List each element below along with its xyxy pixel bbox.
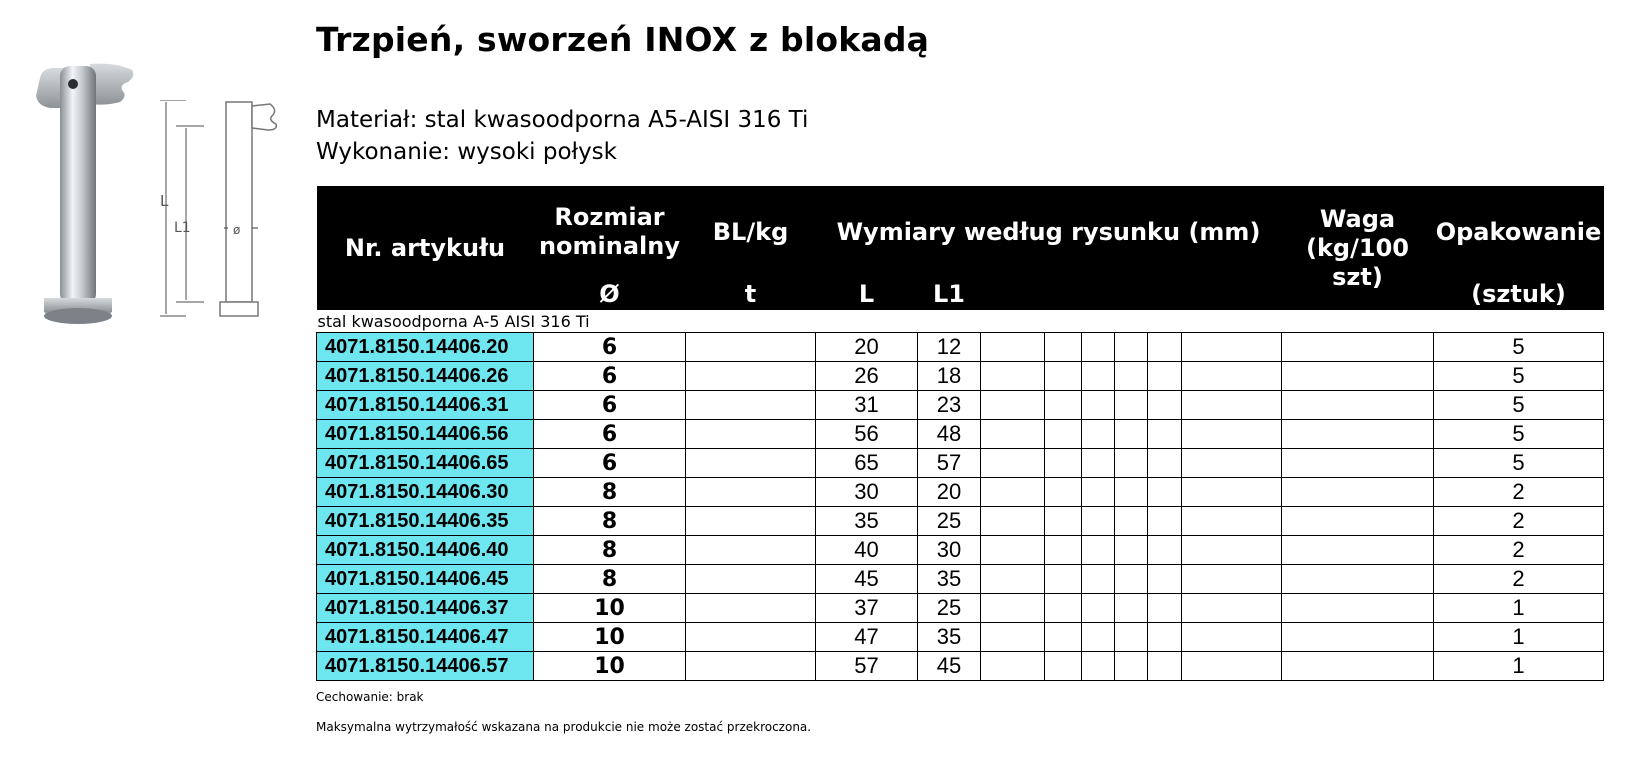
empty-cell [1045,391,1082,420]
empty-cell [1182,391,1282,420]
empty-cell [1045,594,1082,623]
empty-cell [1082,478,1115,507]
empty-cell [1082,420,1115,449]
article-cell: 4071.8150.14406.20 [317,333,534,362]
bl-cell [686,594,816,623]
weight-cell [1282,362,1434,391]
empty-cell [1182,536,1282,565]
empty-cell [1182,333,1282,362]
package-cell: 2 [1434,536,1604,565]
header-article: Nr. artykułu [317,186,534,310]
empty-cell [1115,420,1148,449]
package-cell: 1 [1434,594,1604,623]
empty-cell [1045,507,1082,536]
empty-cell [981,536,1045,565]
article-cell: 4071.8150.14406.37 [317,594,534,623]
empty-cell [1082,362,1115,391]
article-cell: 4071.8150.14406.31 [317,391,534,420]
size-cell: 6 [534,420,686,449]
page-title: Trzpień, sworzeń INOX z blokadą [316,20,930,59]
empty-cell [1082,652,1115,681]
length-l1-cell: 35 [918,623,981,652]
weight-cell [1282,536,1434,565]
size-cell: 8 [534,478,686,507]
empty-cell [1082,623,1115,652]
empty-cell [981,478,1045,507]
empty-cell [1115,391,1148,420]
empty-cell [981,623,1045,652]
header-dim-L: L [816,278,918,310]
empty-cell [1182,420,1282,449]
length-l1-cell: 12 [918,333,981,362]
length-cell: 37 [816,594,918,623]
package-cell: 2 [1434,507,1604,536]
empty-cell [1182,507,1282,536]
empty-cell [1148,420,1182,449]
empty-cell [1148,478,1182,507]
weight-cell [1282,565,1434,594]
product-photo [20,60,150,350]
article-cell: 4071.8150.14406.30 [317,478,534,507]
empty-cell [1045,536,1082,565]
length-cell: 20 [816,333,918,362]
product-meta [316,104,808,168]
table-row [317,362,1604,391]
bl-cell [686,536,816,565]
length-cell: 31 [816,391,918,420]
article-cell: 4071.8150.14406.35 [317,507,534,536]
empty-cell [981,333,1045,362]
empty-cell [1182,594,1282,623]
empty-cell [981,420,1045,449]
article-cell: 4071.8150.14406.56 [317,420,534,449]
label-L1: L1 [174,220,191,236]
weight-cell [1282,507,1434,536]
empty-cell [1148,565,1182,594]
empty-cell [1115,652,1148,681]
empty-cell [1045,565,1082,594]
header-size-symbol: Ø [534,278,686,310]
header-dimensions: Wymiary według rysunku (mm) [816,186,1282,278]
length-cell: 40 [816,536,918,565]
empty-cell [981,652,1045,681]
empty-cell [1115,362,1148,391]
article-cell: 4071.8150.14406.45 [317,565,534,594]
empty-cell [1082,565,1115,594]
bl-cell [686,565,816,594]
empty-cell [981,594,1045,623]
technical-drawing [158,100,298,340]
length-cell: 30 [816,478,918,507]
package-cell: 5 [1434,449,1604,478]
package-cell: 1 [1434,623,1604,652]
empty-cell [1148,449,1182,478]
size-cell: 10 [534,594,686,623]
bl-cell [686,507,816,536]
empty-cell [1148,652,1182,681]
package-cell: 1 [1434,652,1604,681]
empty-cell [1115,594,1148,623]
bl-cell [686,623,816,652]
header-size: Rozmiar nominalny [534,186,686,278]
size-cell: 6 [534,362,686,391]
empty-cell [1182,449,1282,478]
marking-note: Cechowanie: brak [316,690,424,704]
table-row [317,391,1604,420]
size-cell: 8 [534,536,686,565]
length-l1-cell: 25 [918,594,981,623]
empty-cell [1182,478,1282,507]
length-l1-cell: 18 [918,362,981,391]
table-row [317,652,1604,681]
empty-cell [981,449,1045,478]
length-l1-cell: 48 [918,420,981,449]
table-row [317,507,1604,536]
empty-cell [1045,420,1082,449]
empty-cell [981,391,1045,420]
length-cell: 57 [816,652,918,681]
strength-note: Maksymalna wytrzymałość wskazana na produkcie nie może zostać przekroczona. [316,720,812,734]
length-cell: 35 [816,507,918,536]
length-cell: 56 [816,420,918,449]
header-bl-symbol: t [686,278,816,310]
finish-text: Wykonanie: wysoki połysk [316,139,617,165]
length-l1-cell: 30 [918,536,981,565]
empty-cell [1045,652,1082,681]
empty-cell [1082,333,1115,362]
table-row [317,536,1604,565]
length-cell: 65 [816,449,918,478]
empty-cell [1148,594,1182,623]
bl-cell [686,652,816,681]
empty-cell [1182,565,1282,594]
header-weight: Waga (kg/100 szt) [1282,186,1434,310]
bl-cell [686,391,816,420]
table-row [317,420,1604,449]
empty-cell [1082,594,1115,623]
length-l1-cell: 25 [918,507,981,536]
length-l1-cell: 23 [918,391,981,420]
article-cell: 4071.8150.14406.65 [317,449,534,478]
header-row-top [317,186,1604,278]
article-cell: 4071.8150.14406.26 [317,362,534,391]
size-cell: 10 [534,652,686,681]
package-cell: 2 [1434,565,1604,594]
bl-cell [686,362,816,391]
empty-cell [1148,333,1182,362]
weight-cell [1282,449,1434,478]
bl-cell [686,333,816,362]
empty-cell [1045,478,1082,507]
empty-cell [1045,449,1082,478]
package-cell: 5 [1434,420,1604,449]
size-cell: 6 [534,333,686,362]
material-text: Materiał: stal kwasoodporna A5-AISI 316 Ti [316,107,809,133]
package-cell: 5 [1434,362,1604,391]
header-bl: BL/kg [686,186,816,278]
section-label: stal kwasoodporna A-5 AISI 316 Ti [317,311,590,331]
empty-cell [1182,652,1282,681]
empty-cell [1082,507,1115,536]
header-package-unit: (sztuk) [1434,278,1604,310]
empty-cell [1082,449,1115,478]
size-cell: 8 [534,565,686,594]
article-cell: 4071.8150.14406.40 [317,536,534,565]
label-diameter: ø [233,223,241,237]
weight-cell [1282,652,1434,681]
length-l1-cell: 45 [918,652,981,681]
length-l1-cell: 20 [918,478,981,507]
package-cell: 5 [1434,391,1604,420]
empty-cell [981,507,1045,536]
bl-cell [686,449,816,478]
table-row [317,478,1604,507]
empty-cell [1115,478,1148,507]
length-cell: 45 [816,565,918,594]
empty-cell [1082,391,1115,420]
spec-table [316,186,1604,681]
length-l1-cell: 35 [918,565,981,594]
empty-cell [1148,391,1182,420]
package-cell: 2 [1434,478,1604,507]
length-cell: 26 [816,362,918,391]
empty-cell [1182,362,1282,391]
weight-cell [1282,333,1434,362]
weight-cell [1282,420,1434,449]
empty-cell [1082,536,1115,565]
empty-cell [1148,507,1182,536]
size-cell: 10 [534,623,686,652]
header-dim-L1: L1 [918,278,981,310]
weight-cell [1282,623,1434,652]
empty-cell [1115,536,1148,565]
empty-cell [981,565,1045,594]
weight-cell [1282,478,1434,507]
table-row [317,623,1604,652]
empty-cell [1115,623,1148,652]
size-cell: 8 [534,507,686,536]
empty-cell [1045,623,1082,652]
empty-cell [1045,333,1082,362]
empty-cell [1148,536,1182,565]
empty-cell [1148,623,1182,652]
table-row [317,565,1604,594]
bl-cell [686,420,816,449]
package-cell: 5 [1434,333,1604,362]
article-cell: 4071.8150.14406.57 [317,652,534,681]
weight-cell [1282,594,1434,623]
empty-cell [1115,449,1148,478]
empty-cell [1115,507,1148,536]
table-row [317,594,1604,623]
empty-cell [1148,362,1182,391]
header-package: Opakowanie [1434,186,1604,278]
length-cell: 47 [816,623,918,652]
empty-cell [981,362,1045,391]
length-l1-cell: 57 [918,449,981,478]
section-row [317,310,1604,333]
article-cell: 4071.8150.14406.47 [317,623,534,652]
empty-cell [1115,333,1148,362]
weight-cell [1282,391,1434,420]
label-L: L [160,192,169,210]
bl-cell [686,478,816,507]
size-cell: 6 [534,449,686,478]
table-row [317,449,1604,478]
size-cell: 6 [534,391,686,420]
table-row [317,333,1604,362]
empty-cell [1182,623,1282,652]
empty-cell [1045,362,1082,391]
empty-cell [1115,565,1148,594]
